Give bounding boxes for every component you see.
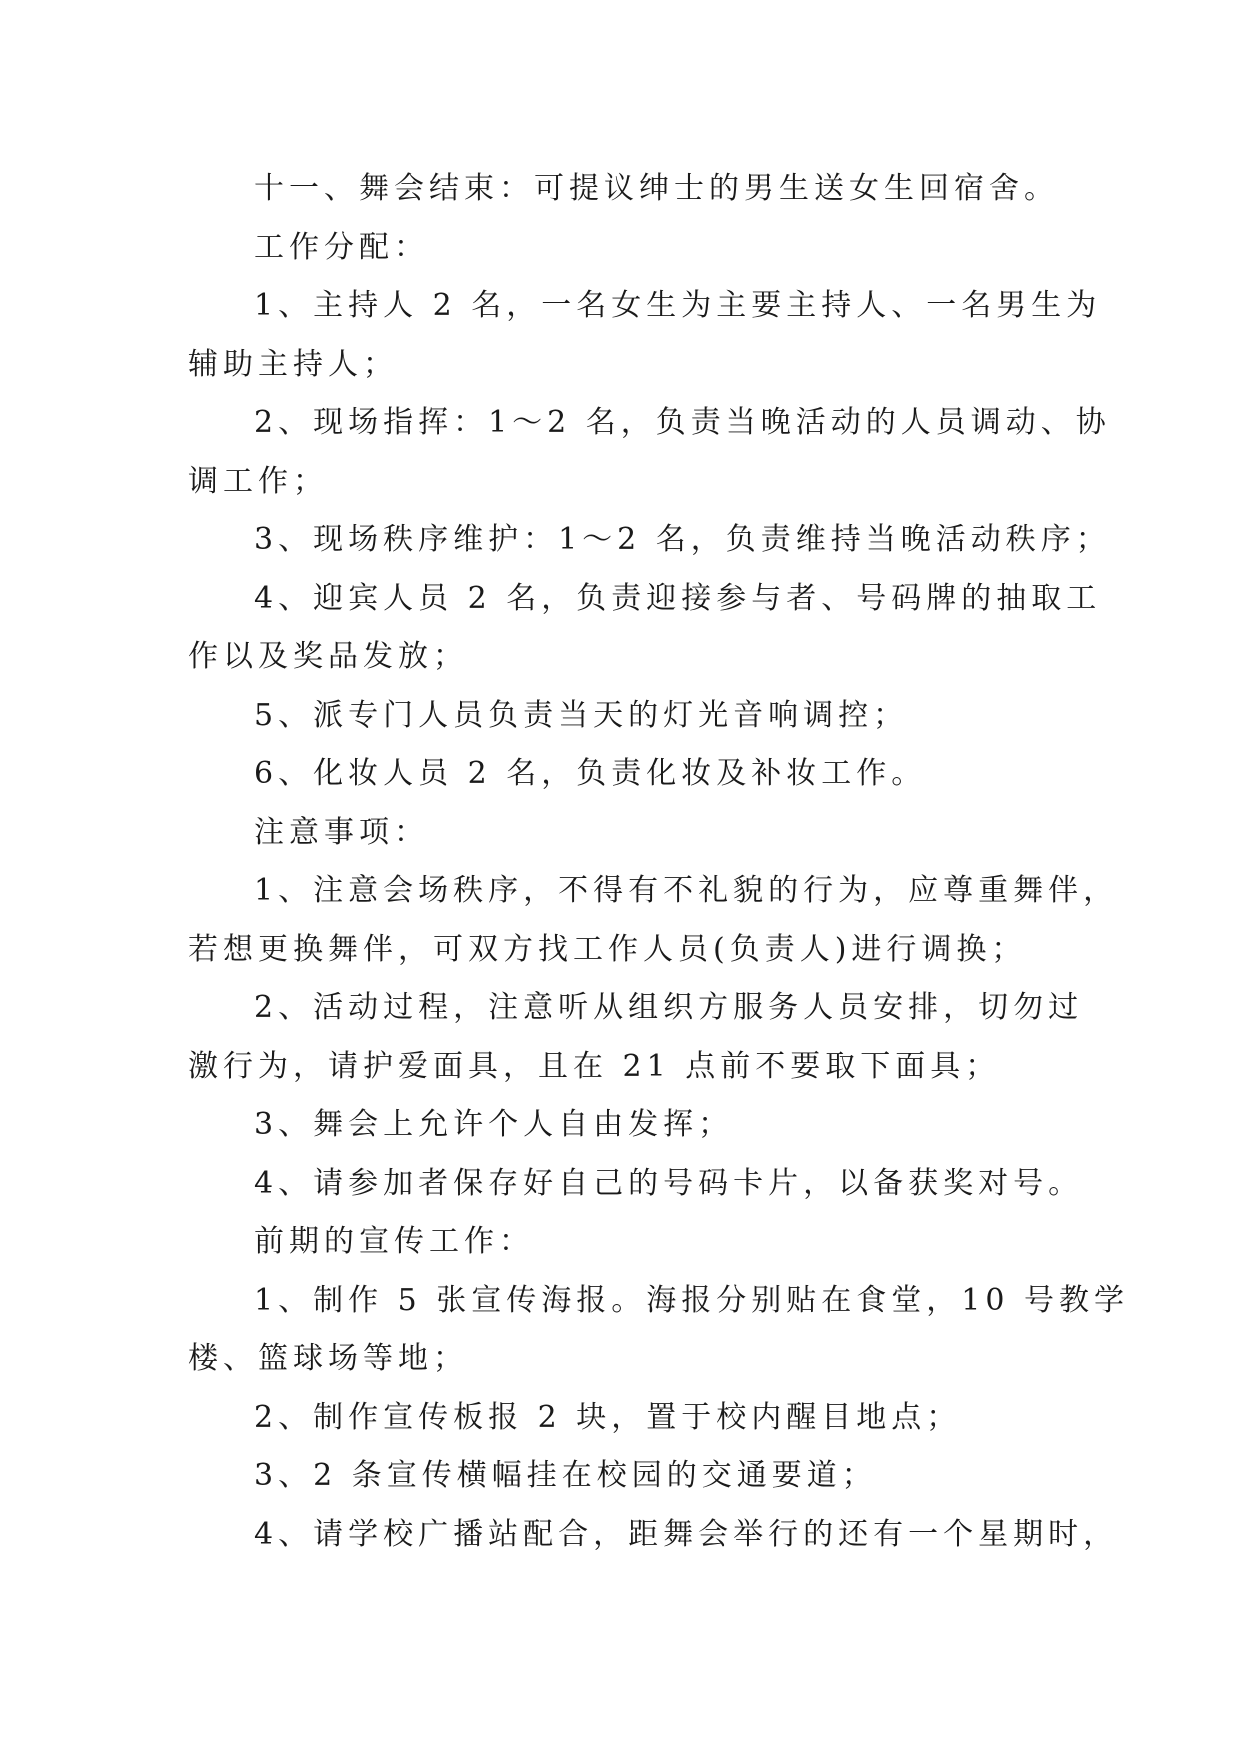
text-line: 4、请参加者保存好自己的号码卡片，以备获奖对号。 — [254, 1165, 1084, 1201]
paragraph-activity-process — [188, 979, 1084, 1096]
paragraph-posters — [188, 1272, 1129, 1389]
text-line: 6、化妆人员 2 名，负责化妆及补妆工作。 — [254, 756, 927, 791]
paragraph-number-card — [188, 1155, 1084, 1214]
paragraph-blackboards — [188, 1389, 1068, 1448]
text-line: 3、现场秩序维护：1～2 名，负责维持当晚活动秩序； — [254, 522, 1111, 557]
document-body — [188, 160, 1129, 1564]
paragraph-lighting-sound — [188, 687, 1068, 746]
text-line: 2、活动过程，注意听从组织方服务人员安排，切勿过 — [254, 990, 1084, 1025]
paragraph-order-maintenance — [188, 511, 1111, 570]
text-line: 4、请学校广播站配合，距舞会举行的还有一个星期时， — [254, 1516, 1119, 1552]
text-line: 十一、舞会结束：可提议绅士的男生送女生回宿舍。 — [254, 171, 1059, 206]
paragraph-greeters — [188, 570, 1102, 687]
text-line: 前期的宣传工作： — [254, 1224, 534, 1259]
paragraph-venue-order — [188, 862, 1119, 979]
paragraph-dance-end — [188, 160, 1068, 219]
paragraph-free-expression — [188, 1096, 1068, 1155]
text-line: 1、制作 5 张宣传海报。海报分别贴在食堂，10 号教学 — [254, 1282, 1129, 1318]
text-line: 3、舞会上允许个人自由发挥； — [254, 1107, 734, 1142]
heading-work-assignment — [188, 219, 1068, 278]
text-line: 4、迎宾人员 2 名，负责迎接参与者、号码牌的抽取工 — [254, 580, 1102, 616]
heading-promotion — [188, 1213, 1068, 1272]
text-line: 工作分配： — [254, 229, 429, 265]
text-line: 辅助主持人； — [188, 346, 398, 382]
text-line: 1、主持人 2 名，一名女生为主要主持人、一名男生为 — [254, 288, 1102, 323]
text-line: 2、制作宣传板报 2 块，置于校内醒目地点； — [254, 1399, 962, 1435]
text-line: 3、2 条宣传横幅挂在校园的交通要道； — [254, 1458, 877, 1493]
text-line: 5、派专门人员负责当天的灯光音响调控； — [254, 697, 909, 733]
paragraph-hosts — [188, 277, 1102, 394]
heading-notes — [188, 804, 1068, 863]
text-line: 1、注意会场秩序，不得有不礼貌的行为，应尊重舞伴， — [254, 873, 1119, 908]
text-line: 楼、篮球场等地； — [188, 1341, 468, 1376]
text-line: 注意事项： — [254, 814, 429, 850]
paragraph-broadcast — [188, 1506, 1119, 1565]
paragraph-banners — [188, 1447, 1068, 1506]
paragraph-onsite-command — [188, 394, 1111, 511]
paragraph-makeup — [188, 745, 1068, 804]
text-line: 2、现场指挥：1～2 名，负责当晚活动的人员调动、协 — [254, 405, 1111, 440]
text-line: 若想更换舞伴，可双方找工作人员(负责人)进行调换； — [188, 931, 1027, 967]
text-line: 作以及奖品发放； — [188, 639, 468, 674]
text-line: 调工作； — [188, 463, 328, 499]
text-line: 激行为，请护爱面具，且在 21 点前不要取下面具； — [188, 1048, 1001, 1084]
